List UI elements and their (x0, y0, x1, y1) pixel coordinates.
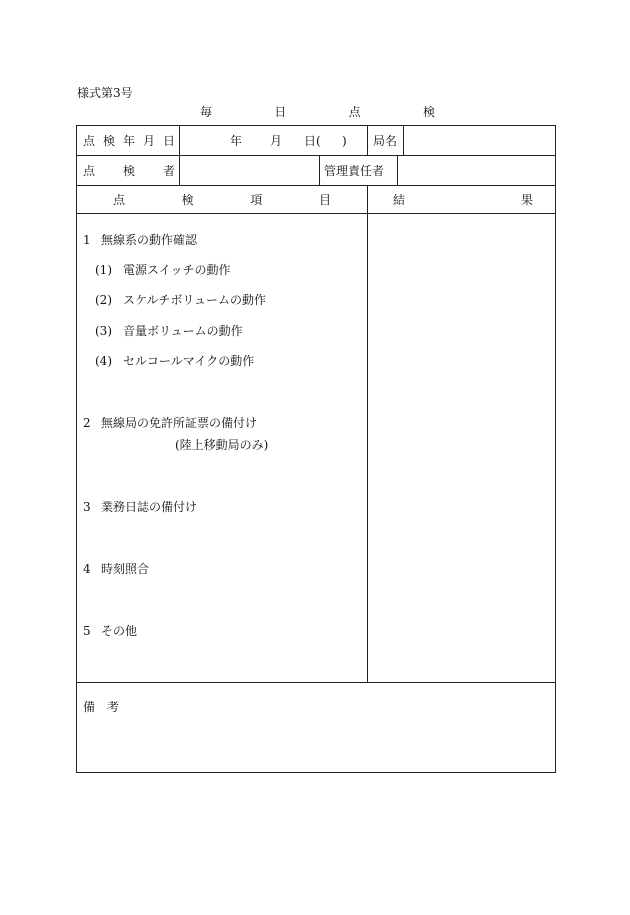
title-char: 点 (348, 105, 361, 119)
label-char: 考 (107, 700, 120, 714)
header-char: 項 (250, 192, 263, 207)
item-number: 1 (83, 233, 91, 247)
item-text: 電源スイッチの動作 (123, 263, 231, 277)
item-text: 音量ボリュームの動作 (123, 324, 243, 338)
item-text: セルコールマイクの動作 (123, 354, 255, 368)
inspection-form (76, 125, 556, 773)
inspection-date-label (83, 126, 175, 155)
header-char: 果 (520, 192, 533, 207)
form-number: 様式第3号 (77, 86, 133, 100)
remarks-area[interactable] (77, 718, 555, 772)
title-char: 検 (422, 105, 435, 119)
items-column-header (113, 185, 331, 213)
inspection-item-2-note: (陸上移動局のみ) (175, 438, 269, 452)
item-text: 無線局の免許所証票の備付け (101, 416, 258, 430)
inspection-subitem (95, 261, 231, 278)
year-label: 年 (230, 134, 243, 148)
item-number: 4 (83, 562, 91, 576)
inspector-field[interactable] (180, 155, 319, 185)
header-char: 結 (393, 192, 406, 207)
item-number: 5 (83, 624, 91, 638)
item-text: スケルチボリュームの動作 (123, 293, 267, 307)
label-char: 検 (122, 163, 135, 178)
label-char: 備 (83, 700, 96, 714)
item-number: (3) (95, 324, 112, 338)
manager-field[interactable] (398, 155, 555, 185)
item-number: (2) (95, 293, 112, 307)
station-name-field[interactable] (404, 126, 555, 155)
inspection-subitem (95, 352, 254, 369)
label-char: 年 (122, 134, 135, 148)
remarks-label (83, 698, 119, 715)
item-text: その他 (101, 624, 138, 638)
result-area[interactable] (368, 214, 555, 682)
col-divider (367, 126, 368, 155)
inspection-item-3 (83, 498, 197, 515)
header-char: 点 (113, 192, 126, 207)
item-text: 時刻照合 (101, 562, 150, 576)
inspection-item-2 (83, 414, 257, 431)
item-text: 無線系の動作確認 (101, 233, 198, 247)
header-char: 検 (181, 192, 194, 207)
item-number: (4) (95, 354, 112, 368)
label-char: 月 (142, 134, 155, 148)
month-label: 月 (270, 134, 283, 148)
inspection-item-4 (83, 560, 149, 577)
item-text: 業務日誌の備付け (101, 500, 198, 514)
label-char: 日 (162, 134, 175, 148)
label-char: 検 (102, 134, 115, 148)
result-column-header (393, 185, 533, 213)
page-title (200, 103, 435, 120)
header-char: 目 (318, 192, 331, 207)
col-divider (319, 155, 320, 185)
label-char: 者 (162, 163, 175, 178)
inspection-item-5 (83, 622, 137, 639)
day-label: 日( (304, 134, 321, 148)
title-char: 毎 (200, 105, 213, 119)
label-char: 点 (83, 163, 96, 178)
station-name-label: 局名 (373, 134, 398, 148)
item-number: 3 (83, 500, 91, 514)
inspector-label (83, 155, 175, 185)
row-divider (77, 682, 555, 683)
item-number: 2 (83, 416, 91, 430)
title-char: 日 (274, 105, 287, 119)
inspection-date-field[interactable] (180, 126, 367, 155)
day-close: ) (342, 133, 347, 148)
manager-label: 管理責任者 (324, 163, 385, 178)
inspection-subitem (95, 291, 266, 308)
inspection-item-1 (83, 231, 197, 248)
item-number: (1) (95, 263, 112, 277)
inspection-subitem (95, 322, 243, 339)
label-char: 点 (83, 134, 96, 148)
